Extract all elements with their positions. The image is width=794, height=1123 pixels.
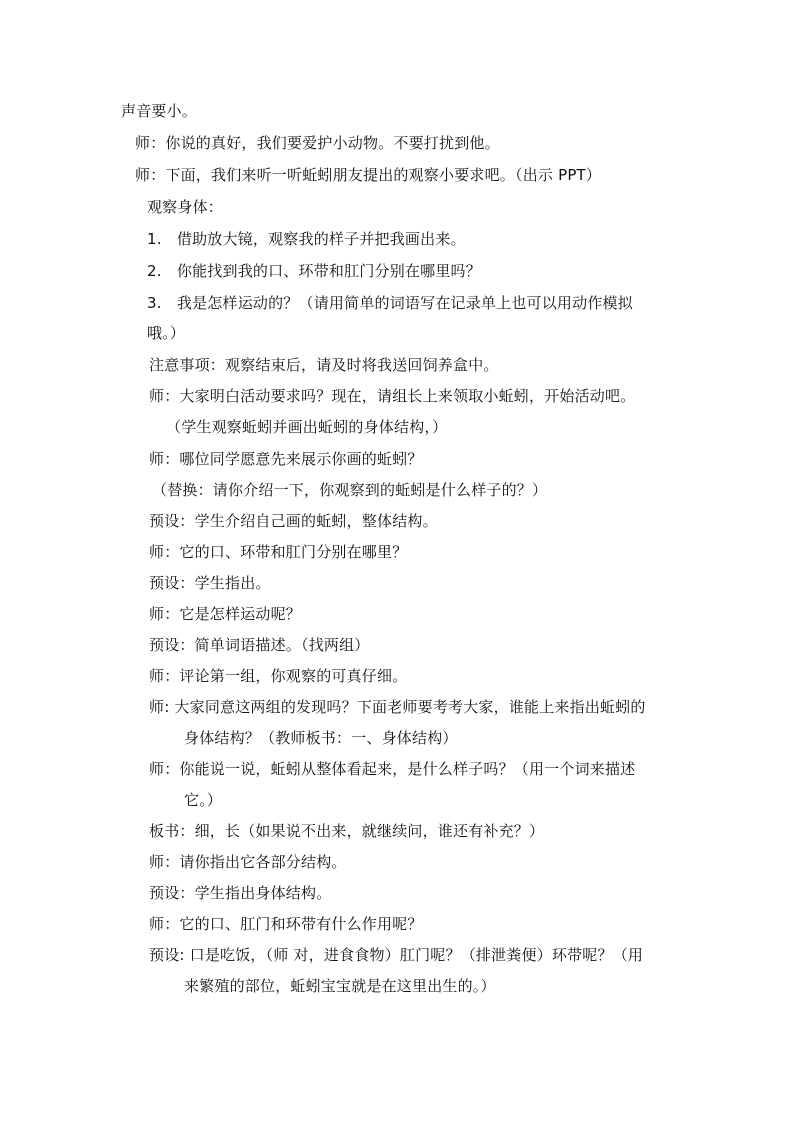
text-line: 师：评论第一组，你观察的可真仔细。 bbox=[149, 667, 408, 685]
text-line: 师：你能说一说，蚯蚓从整体看起来，是什么样子吗？（用一个词来描述 bbox=[149, 760, 636, 778]
text-line: 板书：细，长（如果说不出来，就继续问，谁还有补充？） bbox=[149, 822, 545, 840]
text-line: （学生观察蚯蚓并画出蚯蚓的身体结构，） bbox=[166, 418, 448, 436]
text-line: 师：它是怎样运动呢？ bbox=[149, 605, 302, 623]
text-line: 注意事项：观察结束后，请及时将我送回饲养盒中。 bbox=[149, 356, 499, 374]
text-line: 哦。） bbox=[147, 324, 186, 342]
text-line: 预设：简单词语描述。（找两组） bbox=[149, 636, 370, 654]
text-line: 预设：学生介绍自己画的蚯蚓，整体结构。 bbox=[149, 512, 438, 530]
text-line: 身体结构？（教师板书：一、身体结构） bbox=[184, 729, 458, 747]
text-line: 预设：学生指出。 bbox=[149, 574, 271, 592]
text-line: 它。） bbox=[184, 791, 223, 809]
text-line: 1. 借助放大镜，观察我的样子并把我画出来。 bbox=[147, 230, 466, 248]
text-line: 2. 你能找到我的口、环带和肛门分别在哪里吗？ bbox=[147, 262, 481, 280]
text-line: 师：哪位同学愿意先来展示你画的蚯蚓？ bbox=[149, 450, 423, 468]
text-line: 师：你说的真好，我们要爱护小动物。不要打扰到他。 bbox=[135, 134, 500, 152]
text-line: 来繁殖的部位，蚯蚓宝宝就是在这里出生的。） bbox=[184, 977, 496, 995]
text-line: 声音要小。 bbox=[121, 102, 198, 120]
text-line: 预设: 口是吃饭，（师 对，进食食物）肛门呢？（排泄粪便）环带呢？（用 bbox=[149, 946, 644, 964]
text-line: 师：它的口、肛门和环带有什么作用呢？ bbox=[149, 915, 423, 933]
text-line: 观察身体： bbox=[147, 198, 224, 216]
text-line: 预设：学生指出身体结构。 bbox=[149, 884, 332, 902]
text-line: 3. 我是怎样运动的？（请用简单的词语写在记录单上也可以用动作模拟 bbox=[147, 294, 633, 312]
text-line: 师：请你指出它各部分结构。 bbox=[149, 853, 347, 871]
text-line: 师：它的口、环带和肛门分别在哪里？ bbox=[149, 543, 408, 561]
text-line: 师：下面，我们来听一听蚯蚓朋友提出的观察小要求吧。（出示 PPT） bbox=[135, 166, 602, 184]
text-line: 师：大家明白活动要求吗？现在，请组长上来领取小蚯蚓，开始活动吧。 bbox=[149, 387, 636, 405]
text-line: 师: 大家同意这两组的发现吗？下面老师要考考大家，谁能上来指出蚯蚓的 bbox=[149, 698, 646, 716]
text-line: （替换：请你介绍一下，你观察到的蚯蚓是什么样子的？） bbox=[152, 481, 548, 499]
